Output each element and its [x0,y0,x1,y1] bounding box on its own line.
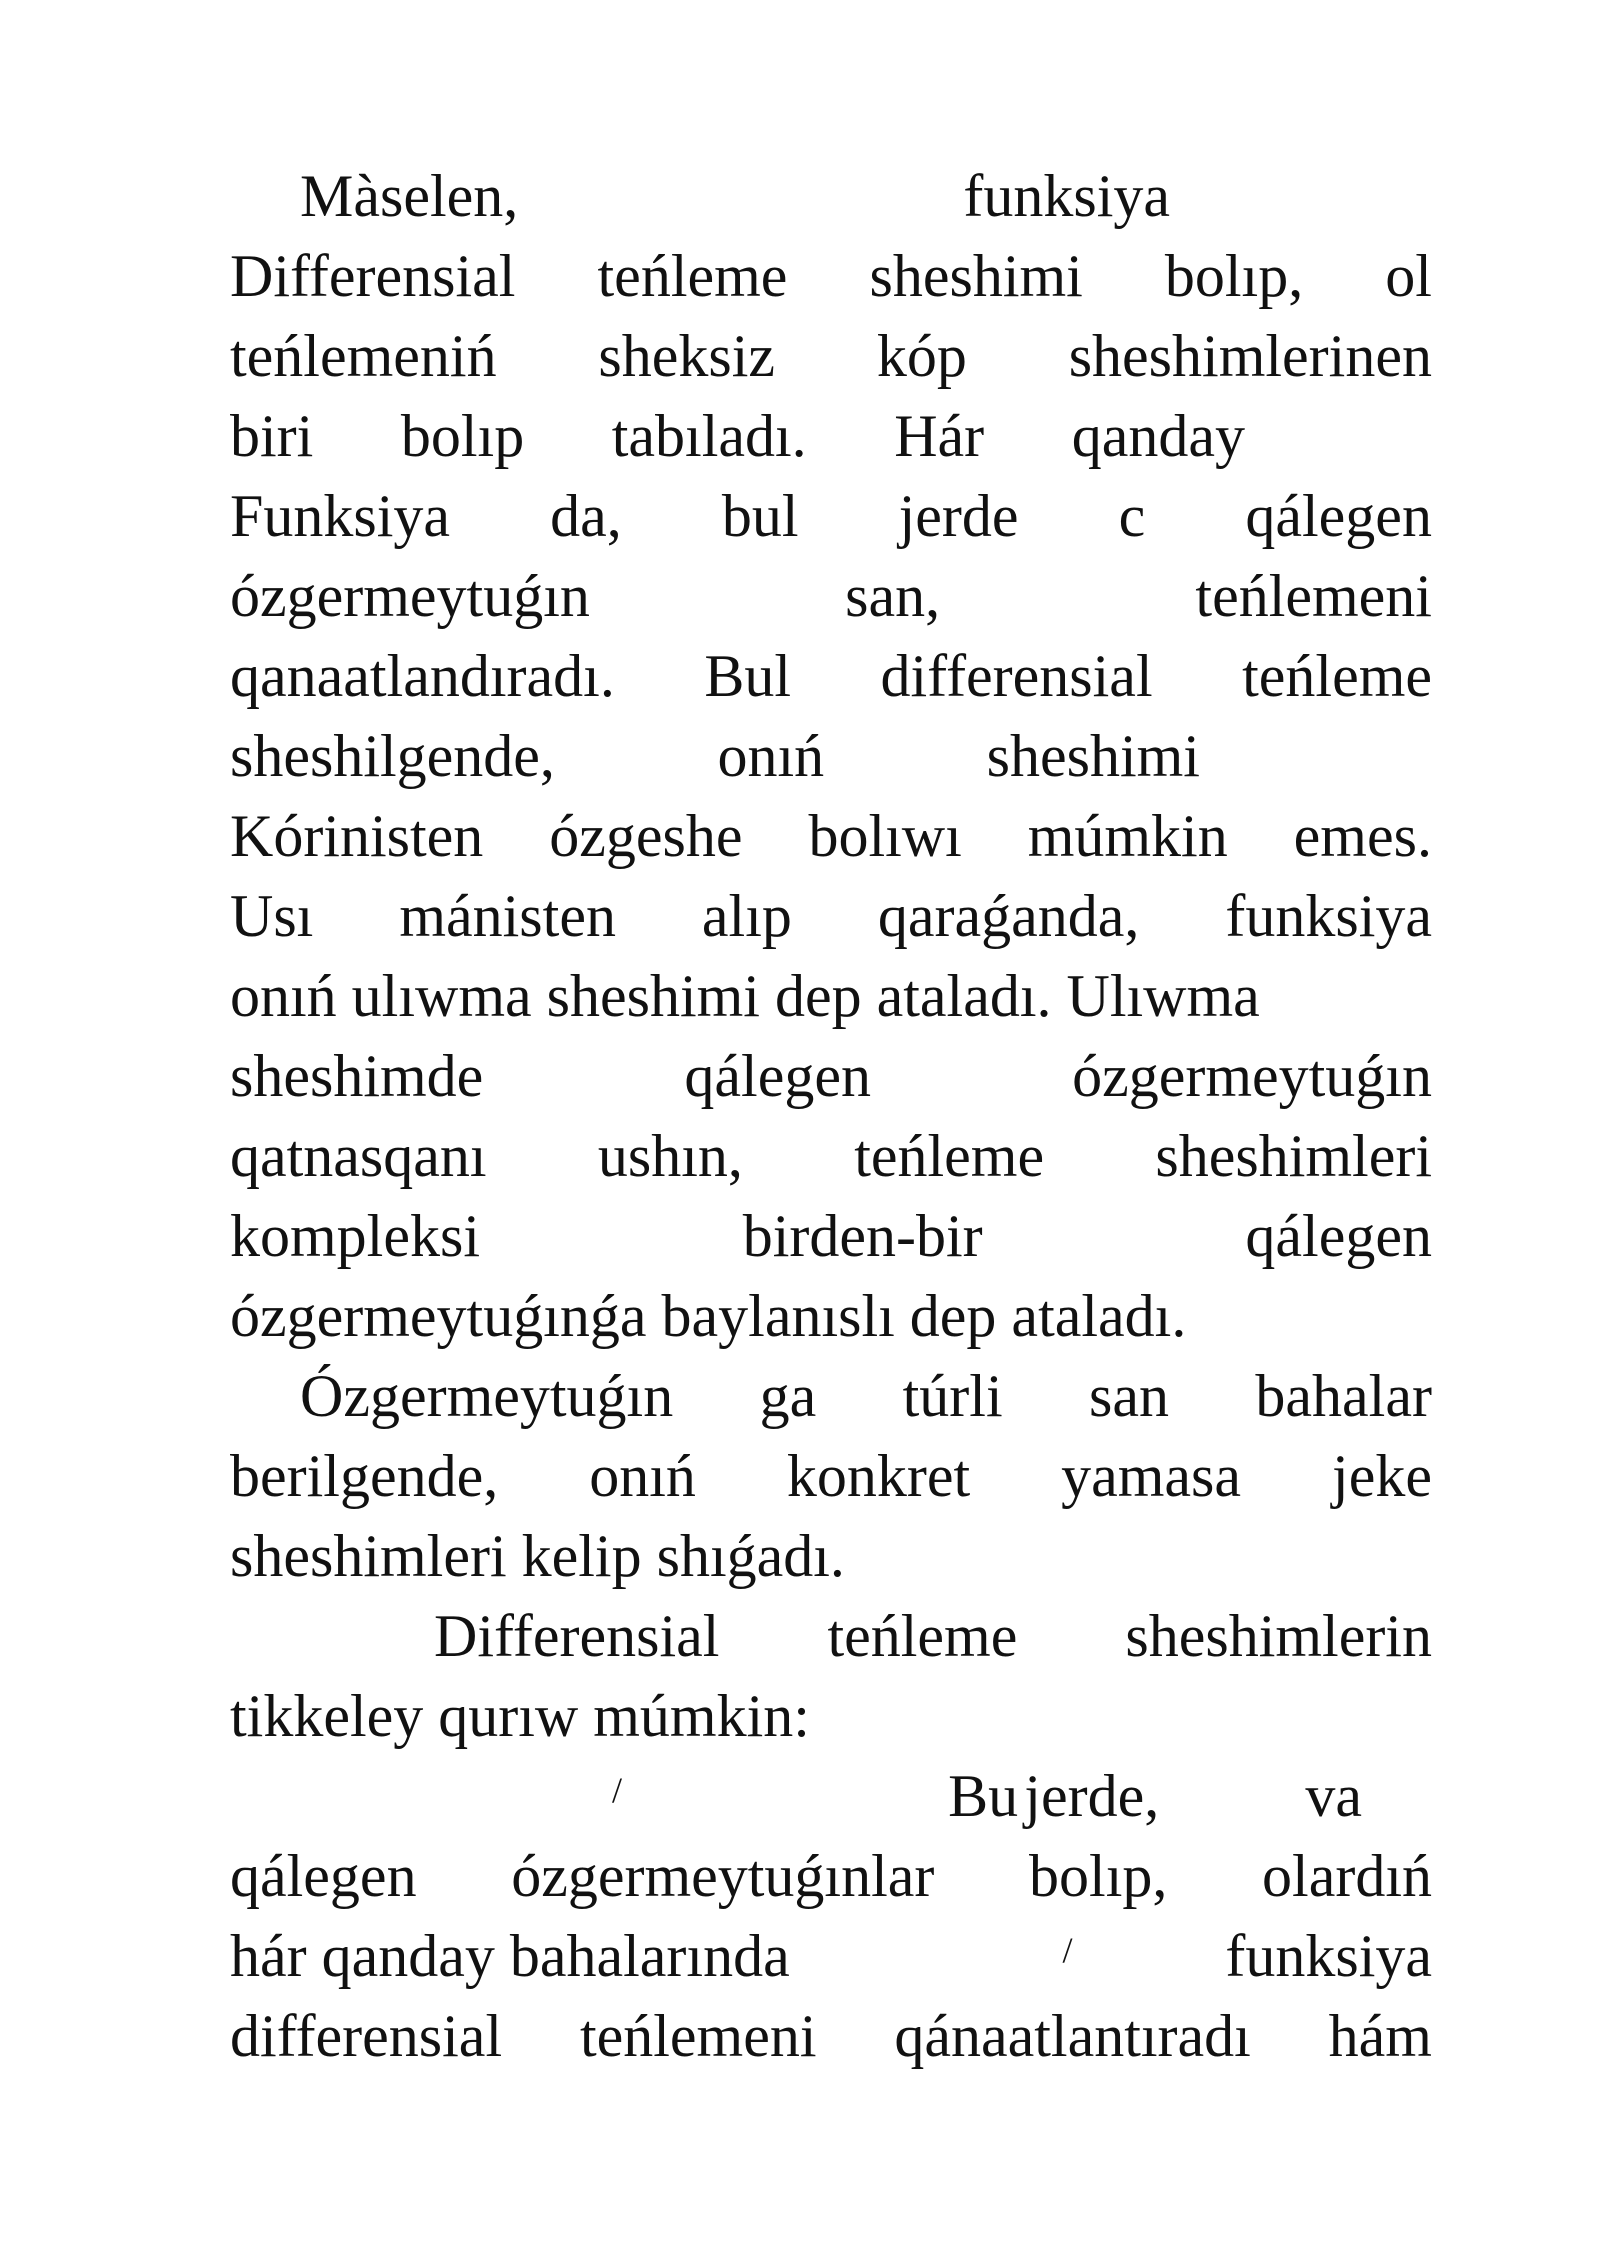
word: alıp [701,883,792,949]
word: hám [1328,2003,1432,2069]
word: qálegen [1245,1203,1432,1269]
word: teńleme [854,1123,1045,1189]
text-line [434,1596,1432,1676]
word: differensial [880,643,1153,709]
word: ózgeshe [549,803,743,869]
formula-slash: / [612,1770,623,1810]
text-line [230,876,1432,956]
word: Funksiya [230,483,451,549]
word: differensial [230,2003,503,2069]
word: jerde [898,483,1019,549]
text-line [230,1516,1432,1596]
word: teńleme [1242,643,1432,709]
word: tabıladı. [611,403,807,469]
word: qanaatlandıradı. [230,643,615,709]
text-line [230,316,1432,396]
text-line [230,1916,1432,1996]
word: sheshimlerin [1125,1603,1432,1669]
word: c [1118,483,1146,549]
word: teńlemeni [579,2003,817,2069]
word: qaraǵanda, [877,883,1140,949]
word: teńlemeni [1195,563,1432,629]
word: ózgermeytuǵın [1072,1043,1432,1109]
word: jeke [1332,1443,1432,1509]
word: ózgermeytuǵın [230,563,590,629]
word: ol [1385,243,1432,309]
line-text: onıń ulıwma sheshimi dep ataladı. Ulıwma [230,963,1260,1029]
word: olardıń [1262,1843,1432,1909]
line-text: sheshimleri kelip shıǵadı. [230,1523,845,1589]
text-line [230,1436,1432,1516]
word: Bu [948,1763,1019,1829]
word: kóp [876,323,967,389]
word: túrli [902,1363,1003,1429]
word: sheshimlerinen [1068,323,1432,389]
word: ózgermeytuǵınlar [511,1843,935,1909]
word: múmkin [1027,803,1228,869]
word: berilgende, [230,1443,499,1509]
text-line [230,396,1245,476]
word: biri [230,403,314,469]
word: ga [759,1363,817,1429]
text-line [230,796,1432,876]
word: teńleme [597,243,788,309]
word: emes. [1293,803,1432,869]
word: sheksiz [598,323,776,389]
formula-slash: / [1062,1930,1073,1970]
word: va [1305,1763,1362,1829]
word: bahalar [1255,1363,1432,1429]
text-line [230,1196,1432,1276]
word: qánaatlantıradı [894,2003,1251,2069]
word: Usı [230,883,314,949]
text-line [612,1756,1362,1836]
word: qanday [1071,403,1245,469]
text-line [230,636,1432,716]
word: mánisten [399,883,616,949]
word: onıń [589,1443,696,1509]
text-line [300,1356,1432,1436]
word: funksiya [1225,1923,1432,1989]
text-line [230,956,1432,1036]
line-text: tikkeley qurıw múmkin: [230,1683,810,1749]
word: qálegen [1245,483,1432,549]
word: sheshimi [869,243,1083,309]
word: san, [845,563,941,629]
word: teńlemeniń [230,323,497,389]
word: Bul [704,643,792,709]
line-text: ózgermeytuǵınǵa baylanıslı dep ataladı. [230,1283,1187,1349]
word: konkret [786,1443,971,1509]
word: bolıp [400,403,525,469]
word: bolıp, [1164,243,1304,309]
text-line [230,556,1432,636]
word: hár qanday bahalarında [230,1923,790,1989]
word: Ózgermeytuǵın [300,1363,674,1429]
text-line [230,1996,1432,2076]
word: Hár [894,403,985,469]
word: Differensial [434,1603,720,1669]
word: san [1089,1363,1170,1429]
word: jerde, [1024,1763,1160,1829]
word: onıń [717,723,825,789]
text-line [230,716,1200,796]
word: bolıwı [808,803,962,869]
word: funksiya [963,163,1170,229]
word: Kórinisten [230,803,484,869]
text-line [230,1116,1432,1196]
word: qatnasqanı [230,1123,487,1189]
text-line [230,236,1432,316]
word: teńleme [827,1603,1018,1669]
word: yamasa [1061,1443,1242,1509]
text-line [230,1036,1432,1116]
text-line [230,1836,1432,1916]
word: sheshimde [230,1043,484,1109]
word: sheshimleri [1155,1123,1432,1189]
text-line [230,1676,1432,1756]
word: bolıp, [1029,1843,1168,1909]
text-line [230,1276,1432,1356]
word: ushın, [597,1123,743,1189]
word: Differensial [230,243,516,309]
word: qálegen [230,1843,417,1909]
text-line [300,156,1170,236]
word: sheshimi [986,723,1200,789]
word: da, [550,483,622,549]
word: funksiya [1225,883,1432,949]
word: sheshilgende, [230,723,555,789]
word: birden-bir [742,1203,983,1269]
text-line [230,476,1432,556]
word: kompleksi [230,1203,480,1269]
word: Màselen, [300,163,519,229]
word: qálegen [684,1043,871,1109]
word: bul [721,483,799,549]
